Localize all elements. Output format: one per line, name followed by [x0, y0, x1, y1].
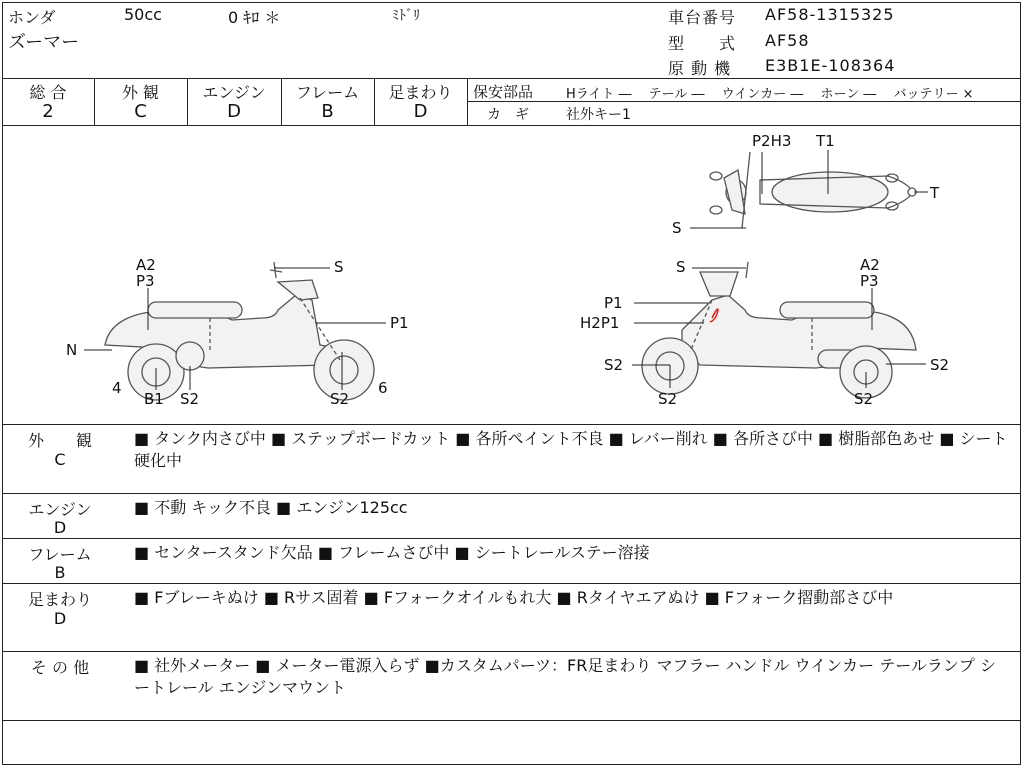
label-right-a2: A2	[860, 256, 880, 274]
label-left-a2: A2	[136, 256, 156, 274]
type-value: AF58	[765, 31, 810, 50]
divider	[2, 78, 1021, 79]
frame-no-label: 車台番号	[668, 8, 737, 27]
scooter-top-view	[710, 152, 916, 228]
label-top-s: S	[672, 219, 682, 237]
label-right-s2d: S2	[930, 356, 950, 374]
label-right-s: S	[676, 258, 686, 276]
label-top-p2h3: P2H3	[752, 132, 792, 150]
key-value: 社外キー1	[566, 107, 631, 123]
safety-items: Hライト ― テール ― ウインカー ― ホーン ― バッテリー ×	[566, 87, 974, 102]
engine-no-label: 原 動 機	[668, 59, 732, 78]
divider	[2, 651, 1021, 652]
damage-diagram	[0, 126, 1024, 424]
model-name: ズーマー	[8, 32, 80, 53]
label-left-s2a: S2	[180, 390, 200, 408]
divider	[2, 720, 1021, 721]
label-right-p1: P1	[604, 294, 623, 312]
exterior-label: 外 観	[121, 83, 160, 102]
key-label: カ ギ	[487, 107, 529, 123]
divider	[467, 78, 468, 125]
section-label-engine: エンジン	[28, 500, 92, 519]
color: ﾐﾄﾞﾘ	[392, 8, 420, 24]
section-label-other: そ の 他	[30, 658, 90, 677]
overall-label: 総 合	[29, 83, 67, 102]
displacement: 50cc	[124, 5, 162, 24]
label-left-p3: P3	[136, 272, 155, 290]
section-grade-engine: D	[53, 518, 67, 537]
label-left-n: N	[66, 341, 78, 359]
label-top-t: T	[930, 184, 940, 202]
overall-grade: 2	[42, 101, 54, 122]
frame-no: AF58-1315325	[765, 5, 895, 24]
label-right-h2p1: H2P1	[580, 314, 620, 332]
label-top-t1: T1	[816, 132, 835, 150]
mileage: 0 ｷﾛ ＊	[228, 8, 281, 27]
label-left-b1: B1	[144, 390, 164, 408]
frame-label: フレーム	[295, 83, 360, 102]
section-label-exterior: 外 観	[27, 431, 92, 450]
divider	[2, 424, 1021, 425]
engine-no: E3B1E-108364	[765, 56, 896, 75]
engine-grade: D	[227, 101, 241, 122]
label-left-4: 4	[112, 379, 122, 397]
divider	[2, 583, 1021, 584]
label-right-s2a: S2	[604, 356, 624, 374]
section-label-suspension: 足まわり	[27, 590, 92, 609]
safety-label: 保安部品	[473, 83, 534, 101]
label-left-s2b: S2	[330, 390, 350, 408]
section-text-suspension: ■ Fブレーキぬけ ■ Rサス固着 ■ Fフォークオイルもれ大 ■ Rタイヤエアぬけ ■ Fフォーク摺動部さび中	[134, 588, 894, 607]
section-text-other: ■ 社外メーター ■ メーター電源入らず ■カスタムパーツ：FR足まわり マフラー ハンドル ウインカー テールランプ シートレール エンジンマウント	[134, 656, 997, 697]
label-right-s2c: S2	[854, 390, 874, 408]
section-grade-exterior: C	[54, 450, 66, 469]
section-grade-suspension: D	[53, 609, 67, 628]
maker: ホンダ	[8, 8, 56, 27]
section-text-exterior: ■ タンク内さび中 ■ ステップボードカット ■ 各所ペイント不良 ■ レバー削れ ■ 各所さび中 ■ 樹脂部色あせ ■ シート硬化中	[134, 429, 1008, 470]
divider	[2, 493, 1021, 494]
label-right-s2b: S2	[658, 390, 678, 408]
section-text-frame: ■ センタースタンド欠品 ■ フレームさび中 ■ シートレールステー溶接	[134, 543, 650, 562]
exterior-grade: C	[134, 101, 147, 122]
section-label-frame: フレーム	[28, 545, 92, 564]
suspension-grade: D	[413, 101, 428, 122]
label-right-p3: P3	[860, 272, 879, 290]
suspension-label: 足まわり	[388, 83, 453, 102]
section-text-engine: ■ 不動 キック不良 ■ エンジン125cc	[134, 498, 408, 517]
frame-grade: B	[321, 101, 334, 122]
section-grade-frame: B	[54, 563, 66, 582]
label-left-6: 6	[378, 379, 388, 397]
divider	[2, 538, 1021, 539]
label-left-s: S	[334, 258, 344, 276]
type-label: 型 式	[668, 34, 737, 53]
label-left-p1: P1	[390, 314, 409, 332]
engine-label: エンジン	[202, 83, 266, 102]
